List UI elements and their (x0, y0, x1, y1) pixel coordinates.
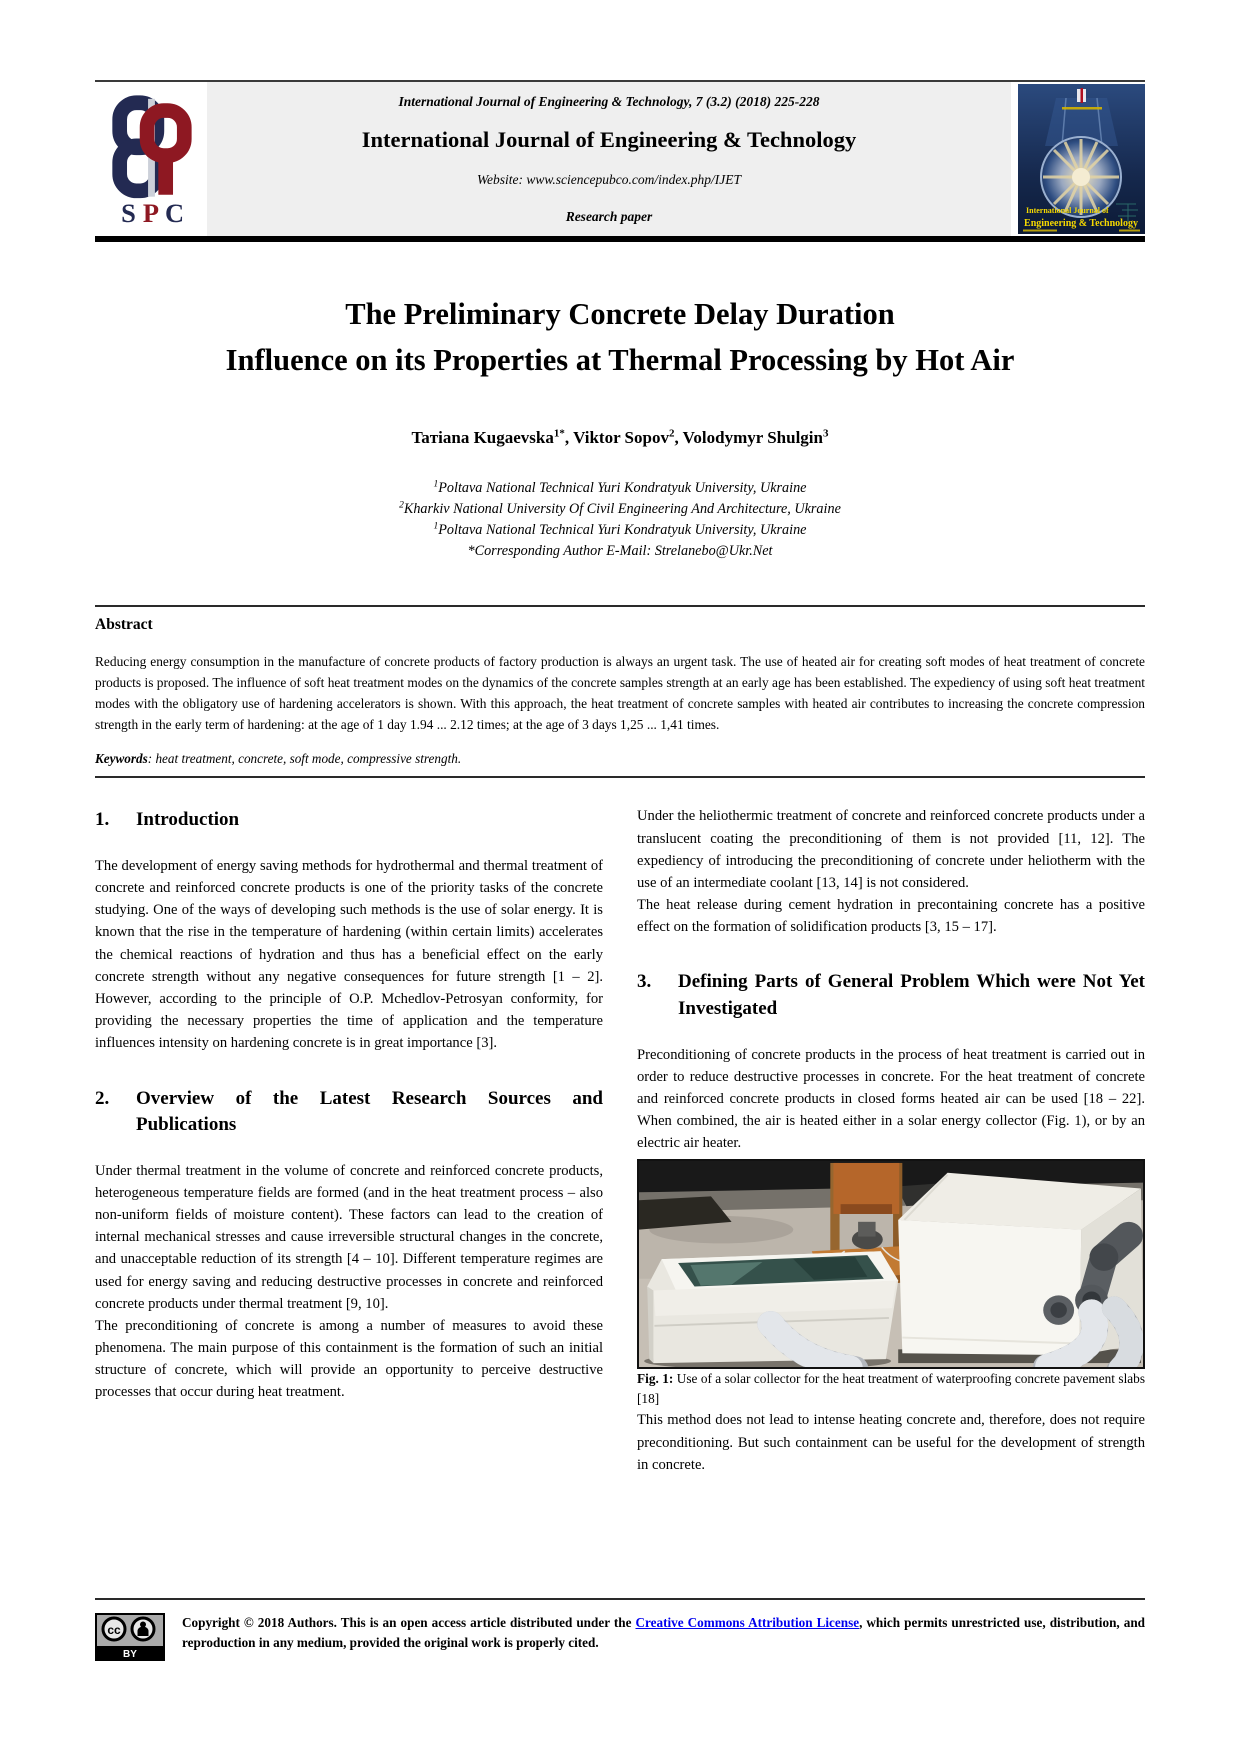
affiliation-2: $^2$Kharkiv National University Of Civil Engineering And Architecture, Ukraine (399, 500, 841, 517)
journal-masthead (207, 82, 1011, 236)
affiliations-block (95, 478, 1145, 563)
header-divider-bar (95, 236, 1145, 242)
cover-title-line2: Engineering & Technology (1023, 218, 1138, 229)
paragraph: The heat release during cement hydration in precontaining concrete has a positive effect on the formation of solidification products [3, 15 – 17]. (637, 897, 1145, 936)
figure-caption-label: Fig. 1: (637, 1371, 674, 1387)
keywords-values: : heat treatment, concrete, soft mode, compressive strength. (147, 751, 462, 767)
section-heading-defining-parts: 3. Defining Parts of General Problem Which were Not Yet Investigated (637, 971, 1145, 1019)
author-1: Taтiana Kugaevska$^{1*}$ (411, 426, 565, 447)
right-column (637, 805, 1145, 1475)
journal-cover-thumbnail (1011, 82, 1145, 236)
corresponding-author-email: *Corresponding Author E-Mail: Strelanebo@Ukr.Net (467, 543, 773, 560)
paragraph: The development of energy saving methods for hydrothermal and thermal treatment of concrete and reinforced concrete products is one of the priority tasks of the concrete studying. One of the ways of developing such methods is the use of solar energy. It is known that the rise in the temperature of hardening (within certain limits) accelerates the chemical reactions of hydration and thus has a beneficial effect on the early concrete strength without any negative consequences for future strength [1 – 2]. However, according to the principle of O.P. Mchedlov-Petrosyan conformity, for providing the necessary properties the time of application and the temperature influences intensity on hardening concrete is in great importance [3]. (95, 857, 603, 1052)
paper-title-line2: Influence on its Properties at Thermal Processing by Hot Air (225, 342, 1015, 377)
paragraph: Under thermal treatment in the volume of concrete and reinforced concrete products, heterogeneous temperature fields are formed (and in the heat treatment process – also non-uniform fields of moisture content). These factors can lead to the creation of internal mechanical stresses and cause irreversible structural changes in the concrete, and unacceptable reduction of its strength [4 – 10]. Different temperature regimes are used for energy saving and reducing destructive processes in concrete and reinforced concrete products under thermal treatment [9, 10]. (95, 1162, 603, 1312)
abstract-top-rule (95, 605, 1145, 607)
abstract-bottom-rule (95, 776, 1145, 778)
paragraph: The preconditioning of concrete is among a number of measures to avoid these phenomena. The main purpose of this containment is the formation of such an initial structure of concrete, which will provide an opportunity to perceive destructive processes that occur during heat treatment. (95, 1317, 603, 1401)
affiliation-1: $^1$Poltava National Technical Yuri Kondratyuk University, Ukraine (433, 478, 807, 496)
publisher-logo (95, 82, 207, 236)
logo-letter-p: P (142, 197, 160, 228)
section-heading-introduction: 1. Introduction (95, 809, 240, 831)
journal-citation: International Journal of Engineering & Technology, 7 (3.2) (2018) 225-228 (398, 94, 820, 109)
journal-header (95, 80, 1145, 236)
figure-1-photo (637, 1159, 1145, 1369)
author-list: Taтiana Kugaevska$^{1*}$, Viktor Sopov$^2$, Volodymyr Shulgin$^3$ (411, 426, 829, 447)
left-column (95, 805, 603, 1475)
copyright-notice: Copyright © 2018 Authors. This is an open access article distributed under the Creative Commons Attribution License, which permits unrestricted use, distribution, and reproduction in any medium, provided the original work is properly cited. (182, 1615, 1145, 1651)
journal-cover-image (1018, 84, 1145, 234)
figure-caption-text: Use of a solar collector for the heat treatment of waterproofing concrete pavement slabs [18] (637, 1371, 1145, 1407)
spc-logo-icon (102, 91, 200, 228)
solar-collector-photo (639, 1161, 1143, 1367)
paper-type-label: Research paper (565, 209, 653, 224)
paragraph: This method does not lead to intense heating concrete and, therefore, does not require preconditioning. But such containment can be useful for the development of strength in concrete. (637, 1412, 1145, 1473)
creative-commons-license-link[interactable]: Creative Commons Attribution License (635, 1615, 860, 1630)
paper-title-line1: The Preliminary Concrete Delay Duration (345, 297, 895, 331)
journal-title: International Journal of Engineering & Technology (361, 127, 857, 152)
svg-text:cc: cc (107, 1623, 121, 1637)
license-footer (95, 1598, 1145, 1666)
author-2: Viktor Sopov$^2$ (573, 426, 675, 447)
figure-1-caption (637, 1369, 1145, 1409)
cc-by-icon (95, 1613, 165, 1661)
cc-by-label: BY (123, 1649, 137, 1660)
logo-letter-c: C (164, 197, 185, 228)
abstract-text: Reducing energy consumption in the manufacture of concrete products of factory production is always an urgent task. The use of heated air for creating soft modes of heat treatment of concrete products is proposed. The influence of soft heat treatment modes on the dynamics of the concrete samples strength at an early age has been established. The expediency of using soft heat treatment modes with the obligatory use of hardening accelerators is shown. With this approach, the heat treatment of concrete samples with heated air contributes to increasing the concrete compression strength in the early term of hardening: at the age of 1 day 1.94 ... 2.12 times; at the age of 3 days 1,25 ... 1,41 times. (95, 653, 1145, 733)
abstract-heading: Abstract (95, 615, 153, 633)
cover-title-line1: International Journal of (1025, 206, 1109, 215)
cc-by-license-badge (95, 1613, 165, 1666)
paper-title (95, 292, 1145, 384)
keywords-line (95, 751, 1145, 767)
section-heading-overview: 2. Overview of the Latest Research Sources and Publications (95, 1087, 603, 1136)
keywords-label: Keywords (95, 751, 148, 767)
paragraph: Under the heliothermic treatment of concrete and reinforced concrete products under a translucent coating the preconditioning of them is not provided [11, 12]. The expediency of introducing the preconditioning of concrete under heliotherm with the use of an intermediate coolant [13, 14] is not considered. (637, 808, 1145, 891)
solar-collector-box (647, 1252, 898, 1364)
logo-letter-s: S (121, 197, 136, 228)
author-3: Volodymyr Shulgin$^3$ (682, 426, 829, 447)
body-columns (95, 805, 1145, 1475)
paragraph: Preconditioning of concrete products in the process of heat treatment is carried out in order to reduce destructive processes in concrete. For the heat treatment of concrete and reinforced concrete products in closed forms heated air can be used [18 – 22]. When combined, the air is heated either in a solar energy collector (Fig. 1), or by an electric air heater. (637, 1046, 1145, 1152)
journal-website: Website: www.sciencepubco.com/index.php/IJET (477, 172, 741, 187)
affiliation-3: $^1$Poltava National Technical Yuri Kondratyuk University, Ukraine (433, 521, 807, 539)
